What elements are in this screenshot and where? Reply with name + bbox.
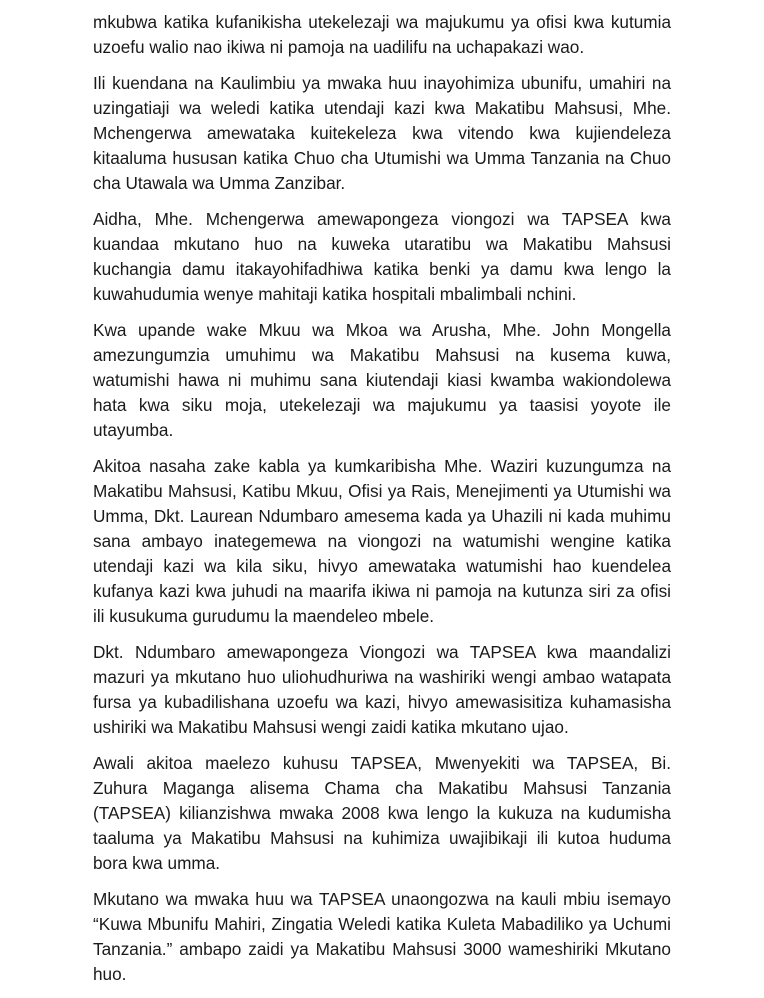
text-line: Mchengerwa amewataka kuitekeleza kwa vitendo kwa kujiendeleza — [93, 123, 671, 143]
text-line: Aidha, Mhe. Mchengerwa amewapongeza viongozi wa TAPSEA kwa — [93, 209, 671, 229]
text-line: ushiriki wa Makatibu Mahsusi wengi zaidi katika mkutano ujao. — [93, 717, 569, 737]
text-line: Akitoa nasaha zake kabla ya kumkaribisha Mhe. Waziri kuzungumza na — [93, 456, 671, 476]
text-line: “Kuwa Mbunifu Mahiri, Zingatia Weledi katika Kuleta Mabadiliko ya Uchumi — [93, 914, 671, 934]
text-line: ili kusukuma gurudumu la maendeleo mbele. — [93, 606, 435, 626]
document-body — [93, 10, 671, 998]
text-line: (TAPSEA) kilianzishwa mwaka 2008 kwa lengo la kukuza na kudumisha — [93, 803, 671, 823]
text-line: mazuri ya mkutano huo uliohudhuriwa na washiriki wengi ambao watapata — [93, 667, 671, 687]
paragraph — [93, 751, 671, 876]
paragraph — [93, 640, 671, 740]
text-line: uzoefu walio nao ikiwa ni pamoja na uadilifu na uchapakazi wao. — [93, 37, 585, 57]
text-line: utayumba. — [93, 420, 174, 440]
text-line: cha Utawala wa Umma Zanzibar. — [93, 173, 346, 193]
text-line: Awali akitoa maelezo kuhusu TAPSEA, Mwenyekiti wa TAPSEA, Bi. — [93, 753, 671, 773]
text-line: Umma, Dkt. Laurean Ndumbaro amesema kada ya Uhazili ni kada muhimu — [93, 506, 671, 526]
text-line: uzingatiaji wa weledi katika utendaji kazi kwa Makatibu Mahsusi, Mhe. — [93, 98, 671, 118]
paragraph — [93, 10, 671, 60]
text-line: taaluma ya Makatibu Mahsusi na kuhimiza uwajibikaji ili kutoa huduma — [93, 828, 671, 848]
text-line: hata kwa siku moja, utekelezaji wa majukumu ya taasisi yoyote ile — [93, 395, 671, 415]
paragraph — [93, 887, 671, 987]
text-line: Ili kuendana na Kaulimbiu ya mwaka huu inayohimiza ubunifu, umahiri na — [93, 73, 671, 93]
text-line: Kwa upande wake Mkuu wa Mkoa wa Arusha, Mhe. John Mongella — [93, 320, 671, 340]
text-line: kitaaluma hususan katika Chuo cha Utumishi wa Umma Tanzania na Chuo — [93, 148, 671, 168]
text-line: Makatibu Mahsusi, Katibu Mkuu, Ofisi ya Rais, Menejimenti ya Utumishi wa — [93, 481, 671, 501]
text-line: Tanzania.” ambapo zaidi ya Makatibu Mahsusi 3000 wameshiriki Mkutano — [93, 939, 671, 959]
text-line: amezungumzia umuhimu wa Makatibu Mahsusi na kusema kuwa, — [93, 345, 671, 365]
text-line: kuwahudumia wenye mahitaji katika hospitali mbalimbali nchini. — [93, 284, 577, 304]
text-line: mkubwa katika kufanikisha utekelezaji wa majukumu ya ofisi kwa kutumia — [93, 12, 671, 32]
text-line: kuchangia damu itakayohifadhiwa katika benki ya damu kwa lengo la — [93, 259, 671, 279]
text-line: kufanya kazi kwa juhudi na maarifa ikiwa ni pamoja na kutunza siri za ofisi — [93, 581, 671, 601]
text-line: utendaji kazi wa kila siku, hivyo amewataka watumishi hao kuendelea — [93, 556, 671, 576]
text-line: Mkutano wa mwaka huu wa TAPSEA unaongozwa na kauli mbiu isemayo — [93, 889, 671, 909]
text-line: sana ambayo inategemewa na viongozi na watumishi wengine katika — [93, 531, 671, 551]
text-line: bora kwa umma. — [93, 853, 221, 873]
paragraph — [93, 207, 671, 307]
paragraph — [93, 71, 671, 196]
text-line: Dkt. Ndumbaro amewapongeza Viongozi wa TAPSEA kwa maandalizi — [93, 642, 671, 662]
text-line: watumishi hawa ni muhimu sana kiutendaji kiasi kwamba wakiondolewa — [93, 370, 671, 390]
text-line: Zuhura Maganga alisema Chama cha Makatibu Mahsusi Tanzania — [93, 778, 671, 798]
text-line: huo. — [93, 964, 127, 984]
text-line: fursa ya kubadilishana uzoefu wa kazi, hivyo amewasisitiza kuhamasisha — [93, 692, 671, 712]
paragraph — [93, 318, 671, 443]
text-line: kuandaa mkutano huo na kuweka utaratibu wa Makatibu Mahsusi — [93, 234, 671, 254]
paragraph — [93, 454, 671, 629]
